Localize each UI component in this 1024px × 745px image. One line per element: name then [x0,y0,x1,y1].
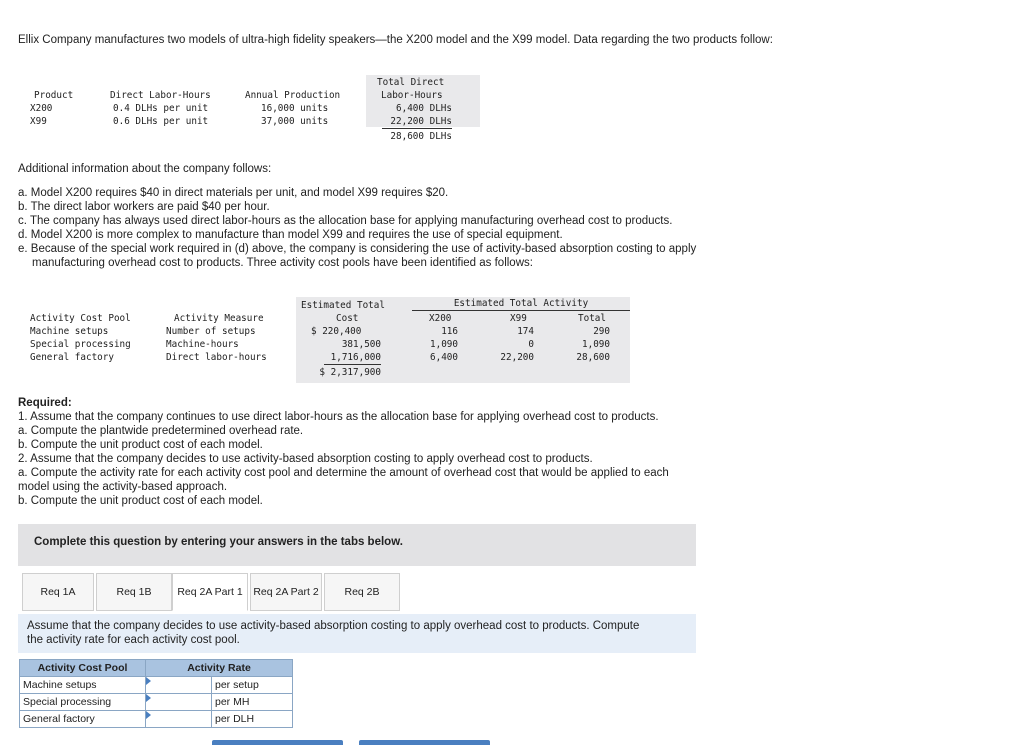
table2-header-pool: Activity Cost Pool [30,313,131,324]
header-activity-cost-pool: Activity Cost Pool [20,660,146,677]
row-pool-label: Special processing [20,694,146,711]
table2-header-activity-group: Estimated Total Activity [412,297,630,311]
table1-header-total-2: Labor-Hours [381,90,443,101]
required-line: b. Compute the unit product cost of each model. [18,495,263,507]
table2-header-total: Total [578,313,606,324]
list-item: c. The company has always used direct labor-hours as the allocation base for applying manufacturing overhead cost to products. [18,215,673,227]
row-pool-label: General factory [20,711,146,728]
input-marker-icon [146,677,151,685]
table1-header-dlh: Direct Labor-Hours [110,90,211,101]
table2-row-x99: 174 [517,326,534,337]
instruction-text: the activity rate for each activity cost pool. [27,634,240,646]
table1-row-dlh: 0.6 DLHs per unit [113,116,209,127]
input-marker-icon [146,711,151,719]
list-item: a. Model X200 requires $40 in direct materials per unit, and model X99 requires $20. [18,187,449,199]
table-row [20,694,293,711]
row-pool-label: Machine setups [20,677,146,694]
table1-row-product: X99 [30,116,47,127]
table-row [20,677,293,694]
rate-input-cell [146,711,212,728]
table-row [20,711,293,728]
additional-heading: Additional information about the company follows: [18,163,272,175]
previous-tab-button[interactable] [212,740,343,745]
table2-header-est-cost-2: Cost [336,313,359,324]
table1-row-dlh: 0.4 DLHs per unit [113,103,209,114]
table2-row-cost: 1,716,000 [324,351,381,365]
table2-row-x200: 1,090 [430,339,458,350]
rate-input-cell [146,677,212,694]
instruction-text: Assume that the company decides to use activity-based absorption costing to apply overhead cost to products. Compute [27,620,640,632]
table2-row-total: 28,600 [576,352,610,363]
table2-row-x200: 116 [441,326,458,337]
table2-row-measure: Number of setups [166,326,256,337]
required-line: model using the activity-based approach. [18,481,228,493]
intro-text: Ellix Company manufactures two models of ultra-high fidelity speakers—the X200 model and the X99 model. Data regarding the two products follow: [18,34,773,46]
table2-row-x99: 22,200 [500,352,534,363]
table2-row-measure: Machine-hours [166,339,239,350]
table1-row-annual: 37,000 units [261,116,329,127]
table2-header-x99: X99 [510,313,527,324]
activity-rate-table [19,659,293,728]
required-line: 1. Assume that the company continues to use direct labor-hours as the allocation base for applying overhead cost to products. [18,411,659,423]
list-item-continuation: manufacturing overhead cost to products. Three activity cost pools have been identified as follows: [32,257,533,269]
tab-req-1a[interactable]: Req 1A [22,573,94,611]
required-line: a. Compute the activity rate for each activity cost pool and determine the amount of overhead cost that would be applied to each [18,467,669,479]
table1-grand-total: 28,600 DLHs [390,131,452,142]
required-heading: Required: [18,397,72,409]
table2-row-pool: Special processing [30,339,131,350]
table1-row-total: 22,200 DLHs [382,115,452,129]
row-unit-label: per DLH [212,711,293,728]
table2-row-total: 290 [593,326,610,337]
table2-row-measure: Direct labor-hours [166,352,267,363]
table2-header-measure: Activity Measure [174,313,264,324]
table1-header-product: Product [34,90,74,101]
instruction-box [18,614,696,653]
table1-row-total: 6,400 DLHs [396,103,452,114]
table1-header-total-1: Total Direct [377,77,445,88]
instructions-banner [18,524,696,566]
table2-row-pool: Machine setups [30,326,109,337]
required-line: b. Compute the unit product cost of each model. [18,439,263,451]
header-activity-rate: Activity Rate [146,660,293,677]
machine-setups-rate-input[interactable] [146,678,211,693]
table1-row-product: X200 [30,103,53,114]
list-item: d. Model X200 is more complex to manufacture than model X99 and requires the use of special equipment. [18,229,563,241]
table2-row-x200: 6,400 [430,352,458,363]
list-item: e. Because of the special work required in (d) above, the company is considering the use of activity-based absorption costing to apply [18,243,697,255]
required-line: 2. Assume that the company decides to use activity-based absorption costing to apply overhead cost to products. [18,453,593,465]
input-marker-icon [146,694,151,702]
table2-header-x200: X200 [429,313,452,324]
row-unit-label: per MH [212,694,293,711]
table2-row-x99: 0 [528,339,534,350]
tab-req-2b[interactable]: Req 2B [324,573,400,611]
list-item: b. The direct labor workers are paid $40 per hour. [18,201,270,213]
table2-row-pool: General factory [30,352,114,363]
table2-header-est-cost-1: Estimated Total [301,300,385,311]
rate-input-cell [146,694,212,711]
general-factory-rate-input[interactable] [146,712,211,727]
table2-row-total: 1,090 [582,339,610,350]
row-unit-label: per setup [212,677,293,694]
required-line: a. Compute the plantwide predetermined overhead rate. [18,425,304,437]
tab-req-2a-part-1[interactable]: Req 2A Part 1 [172,573,248,611]
tab-req-1b[interactable]: Req 1B [96,573,172,611]
tab-req-2a-part-2[interactable]: Req 2A Part 2 [250,573,322,611]
table1-header-annual: Annual Production [245,90,341,101]
table2-row-cost: 381,500 [341,339,381,350]
special-processing-rate-input[interactable] [146,695,211,710]
table2-row-cost: $ 220,400 [311,326,362,337]
banner-text: Complete this question by entering your answers in the tabs below. [34,536,403,548]
next-tab-button[interactable] [359,740,490,745]
table2-cost-total: $ 2,317,900 [319,367,381,378]
table1-row-annual: 16,000 units [261,103,329,114]
